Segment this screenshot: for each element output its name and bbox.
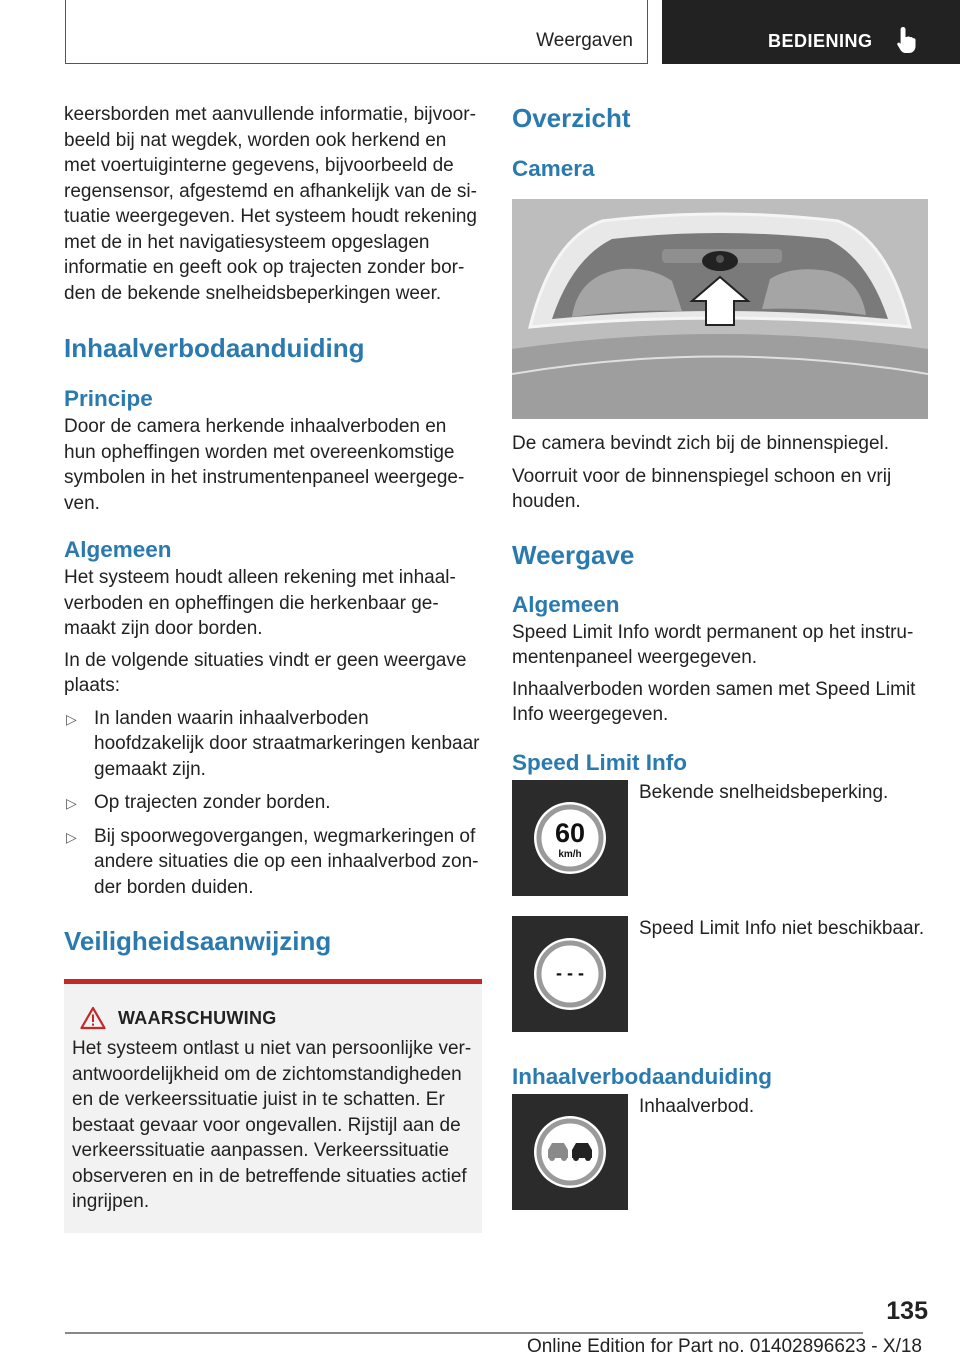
list-item-text: Bij spoorwegovergangen, wegmarkeringen of andere situaties die op een inhaalverbod zonder borden duiden. [94,825,479,898]
situation-list [64,706,482,901]
heading-algemeen: Algemeen [64,537,172,562]
speed-limit-symbol-row [512,780,930,896]
warning-text: Het systeem ontlast u niet van persoonlijke verantwoordelijkheid om de zichtomstandigheden en de verkeerssituatie juist in te schatten. Er bestaat gevaar voor ongevallen. Rijstijl aan de verkeerssituatie aanpassen. Verkeerssituatie observeren en in de betreffende situaties actief ingrijpen. [72,1038,472,1212]
speed-limit-unavailable-icon [512,916,628,1032]
algemeen-paragraph-1: Het systeem houdt alleen rekening met inhaalverboden en opheffingen die herkenbaar gemaakt zijn door borden. [64,567,456,639]
heading-inhaalverbodaanduiding-right: Inhaalverbodaanduiding [512,1063,773,1089]
camera-paragraph-1: De camera bevindt zich bij de binnenspiegel. [512,433,890,454]
principe-paragraph: Door de camera herkende inhaalverboden en hun opheffingen worden met overeenkomstige symbolen in het instrumentenpaneel weergegeven. [64,416,465,514]
header-chapter-tab [662,0,960,64]
no-overtaking-row [512,1094,930,1210]
speed-limit-unavailable-label: Speed Limit Info niet beschikbaar. [639,917,925,939]
page-number: 135 [886,1297,928,1325]
camera-location-image [512,199,928,419]
warning-title: WAARSCHUWING [118,1007,277,1028]
weergave-paragraph-2: Inhaalverboden worden samen met Speed Limit Info weergegeven. [512,678,916,725]
list-item [64,824,482,901]
heading-inhaalverbodaanduiding: Inhaalverbodaanduiding [64,333,365,363]
heading-veiligheidsaanwijzing: Veiligheidsaanwijzing [64,926,332,956]
triangle-bullet-icon: ▷ [66,710,77,727]
list-item-text: In landen waarin inhaalverboden hoofdzakelijk door straatmarkeringen kenbaar gemaakt zijn. [94,707,480,780]
speed-limit-60-icon [512,780,628,896]
list-item [64,790,482,816]
triangle-bullet-icon: ▷ [66,795,77,811]
heading-overzicht: Overzicht [512,103,631,133]
heading-principe: Principe [64,386,153,411]
warning-triangle-icon [80,1006,106,1030]
triangle-bullet-icon: ▷ [66,828,77,845]
hand-pointer-icon [896,26,918,54]
heading-speed-limit-info: Speed Limit Info [512,749,688,775]
footer-edition: Online Edition for Part no. 01402896623 - X/18 [526,1336,922,1357]
speed-unit-label: km/h [558,848,582,860]
left-column [64,100,482,1233]
footer-divider [65,1332,863,1334]
intro-paragraph: keersborden met aanvullende informatie, bijvoorbeeld bij nat wegdek, worden ook herkend en met voertuiginterne gegevens, bijvoorbeeld de regensensor, afgestemd en afhankelijk van de situatie weergegeven. Het systeem houdt rekening met de in het navigatiesysteem opgeslagen informatie en geeft ook op trajecten zonder borden de bekende snelheidsbeperkingen weer. [64,104,477,304]
heading-weergave: Weergave [512,539,635,570]
no-overtaking-label: Inhaalverbod. [639,1095,755,1117]
header-chapter-title: BEDIENING [768,31,873,51]
algemeen-paragraph-2: In de volgende situaties vindt er geen weergave plaats: [64,649,467,696]
header-section-title: Weergaven [536,30,633,51]
no-overtaking-icon [512,1094,628,1210]
weergave-paragraph-1: Speed Limit Info wordt permanent op het instrumentenpaneel weergegeven. [512,621,914,668]
heading-camera: Camera [512,156,595,181]
camera-paragraph-2: Voorruit voor de binnenspiegel schoon en vrij houden. [512,465,892,512]
heading-algemeen-right: Algemeen [512,591,620,617]
unavailable-dashes-label: - - - [556,962,584,983]
speed-limit-known-label: Bekende snelheidsbeperking. [639,781,889,803]
list-item [64,706,482,783]
header-section-box [65,0,648,64]
list-item-text: Op trajecten zonder borden. [94,792,331,813]
speed-limit-unavailable-row [512,916,930,1032]
warning-header [72,1006,474,1030]
speed-value-label: 60 [554,817,586,848]
warning-box [64,979,482,1233]
right-column [512,100,930,1210]
